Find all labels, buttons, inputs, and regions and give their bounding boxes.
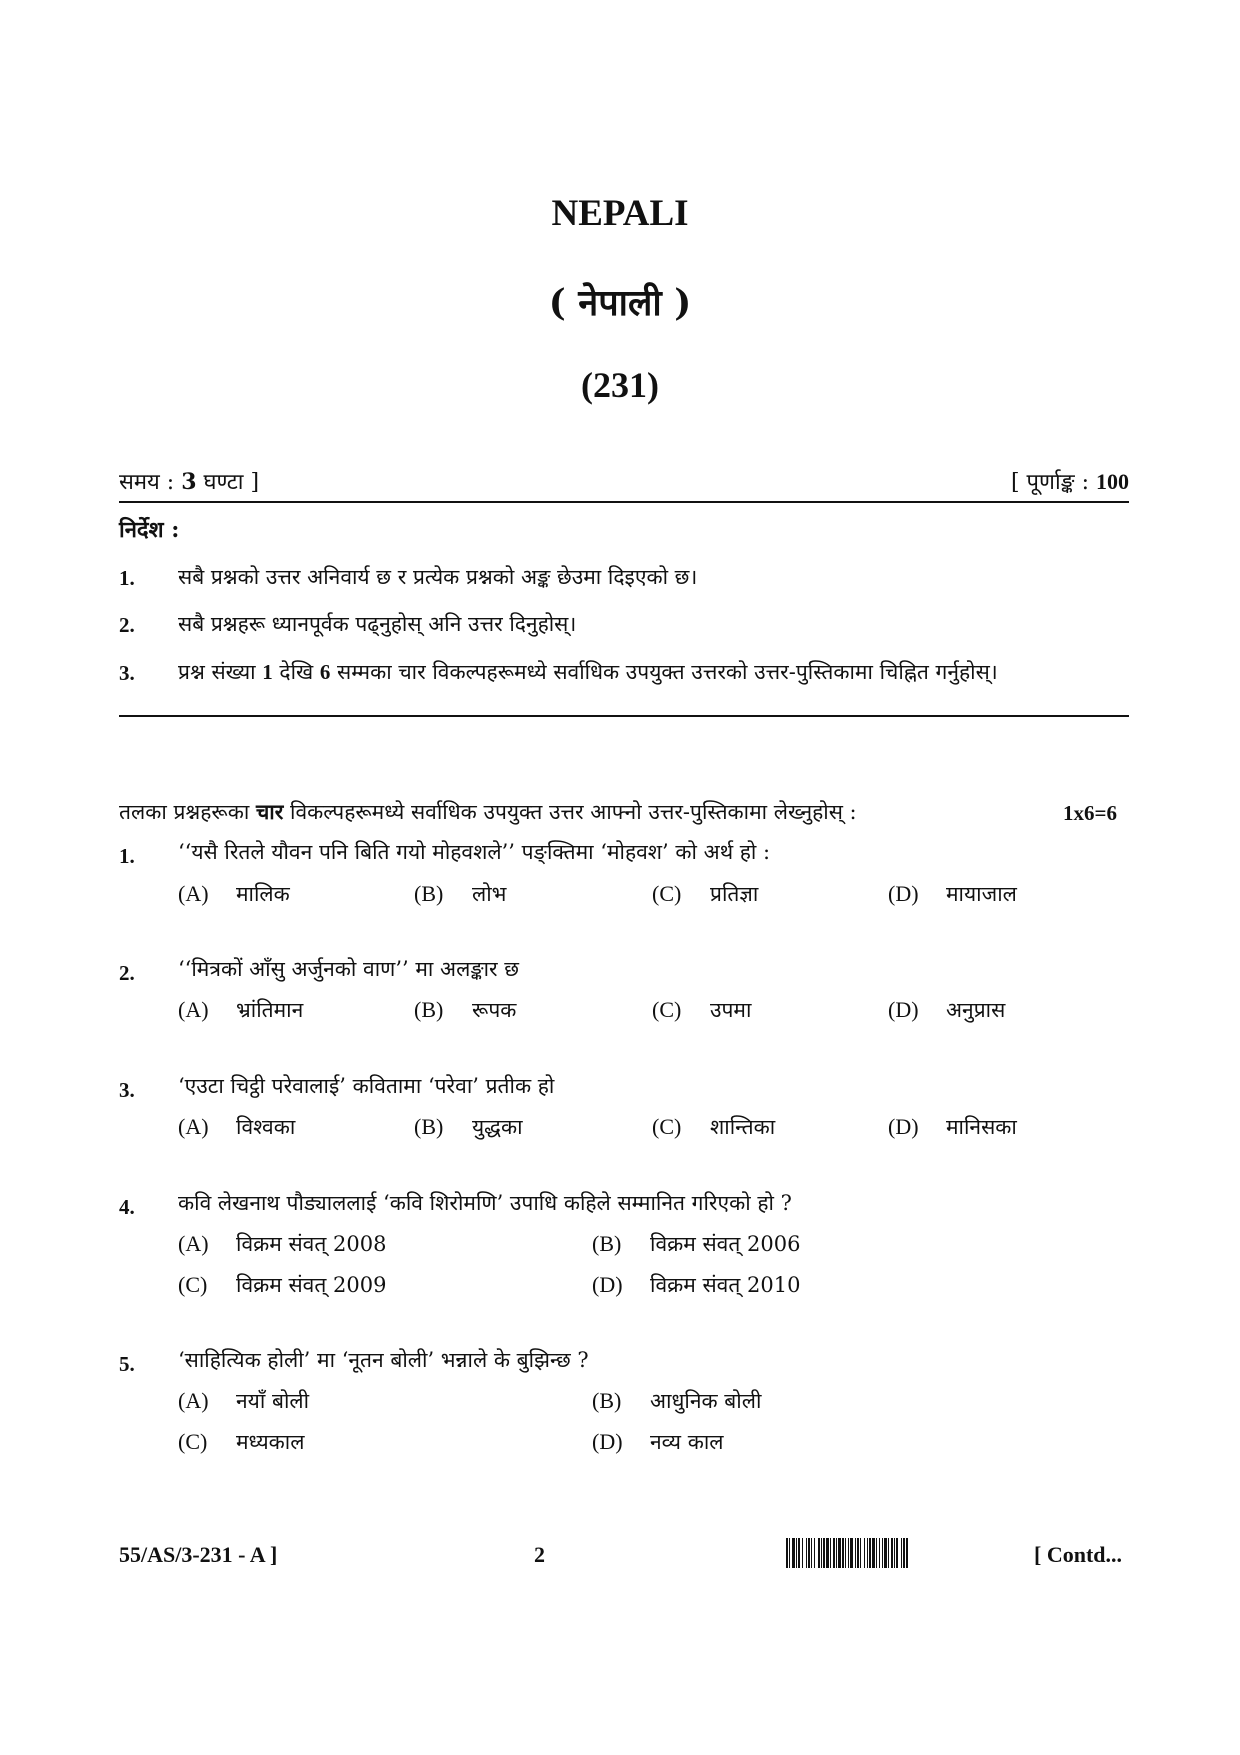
option-b: (B) लोभ (414, 881, 507, 906)
option-b: (B) युद्धका (414, 1114, 523, 1139)
option-b: (B) विक्रम संवत् 2006 (592, 1231, 801, 1256)
barcode-image (786, 1538, 1026, 1568)
option-a: (A) विक्रम संवत् 2008 (178, 1231, 387, 1256)
question-text: ‘‘मित्रकों आँसु अर्जुनको वाण’’ मा अलङ्कार छ (178, 957, 520, 981)
option-c: (C) मध्यकाल (178, 1429, 305, 1454)
option-d: (D) मायाजाल (888, 881, 1017, 906)
instruction-number: 2. (119, 613, 135, 637)
instruction-text: सबै प्रश्नहरू ध्यानपूर्वक पढ्नुहोस् अनि उत्तर दिनुहोस्। (178, 612, 577, 636)
footer-code: 55/AS/3-231 - A ] (119, 1542, 278, 1567)
option-a: (A) विश्वका (178, 1114, 296, 1139)
question-text: ‘साहित्यिक होली’ मा ‘नूतन बोली’ भन्नाले के बुझिन्छ ? (178, 1348, 589, 1372)
time-info: समय : 3 घण्टा ] (119, 469, 260, 495)
option-b: (B) रूपक (414, 997, 517, 1022)
question-text: ‘एउटा चिट्ठी परेवालाई’ कवितामा ‘परेवा’ प्रतीक हो (178, 1074, 555, 1098)
option-d: (D) अनुप्रास (888, 997, 1006, 1022)
option-c: (C) विक्रम संवत् 2009 (178, 1272, 387, 1297)
question-number: 3. (119, 1078, 135, 1102)
max-marks-info: [ पूर्णाङ्क : 100 (1010, 469, 1129, 495)
question-text: कवि लेखनाथ पौड्याललाई ‘कवि शिरोमणि’ उपाधि कहिले सम्मानित गरिएको हो ? (178, 1191, 792, 1215)
continued-label: [ Contd... (1034, 1542, 1123, 1567)
option-d: (D) विक्रम संवत् 2010 (592, 1272, 801, 1297)
option-c: (C) शान्तिका (652, 1114, 776, 1139)
paper-title: NEPALI (551, 193, 689, 234)
section-marks: 1x6=6 (1063, 801, 1117, 825)
question-number: 4. (119, 1195, 135, 1219)
paper-subtitle: ( नेपाली ) (548, 282, 692, 324)
question-text: ‘‘यसै रितले यौवन पनि बिति गयो मोहवशले’’ पङ्क्तिमा ‘मोहवश’ को अर्थ हो : (178, 840, 771, 864)
option-d: (D) नव्य काल (592, 1429, 724, 1454)
instruction-number: 3. (119, 661, 135, 685)
question-number: 2. (119, 961, 135, 985)
header-rule (119, 501, 1129, 503)
option-b: (B) आधुनिक बोली (592, 1388, 762, 1413)
barcode-bar (908, 1538, 909, 1568)
instruction-number: 1. (119, 566, 135, 590)
instruction-text: प्रश्न संख्या 1 देखि 6 सम्मका चार विकल्पहरूमध्ये सर्वाधिक उपयुक्त उत्तरको उत्तर-पुस्तिकामा चिह्नित गर्नुहोस्। (178, 660, 998, 684)
instructions-heading: निर्देश : (119, 517, 180, 543)
instruction-text: सबै प्रश्नको उत्तर अनिवार्य छ र प्रत्येक प्रश्नको अङ्क छेउमा दिइएको छ। (178, 565, 698, 589)
option-c: (C) प्रतिज्ञा (652, 881, 759, 906)
page-number: 2 (534, 1542, 545, 1567)
paper-code: (231) (581, 365, 659, 405)
section-intro: तलका प्रश्नहरूका चार विकल्पहरूमध्ये सर्वाधिक उपयुक्त उत्तर आफ्नो उत्तर-पुस्तिकामा लेख्नुहोस् : (119, 799, 857, 824)
instructions-rule (119, 715, 1129, 717)
question-number: 1. (119, 844, 135, 868)
option-a: (A) भ्रांतिमान (178, 997, 304, 1022)
option-c: (C) उपमा (652, 997, 752, 1022)
option-a: (A) नयाँ बोली (178, 1388, 310, 1413)
question-number: 5. (119, 1352, 135, 1376)
option-a: (A) मालिक (178, 881, 290, 906)
option-d: (D) मानिसका (888, 1114, 1017, 1139)
